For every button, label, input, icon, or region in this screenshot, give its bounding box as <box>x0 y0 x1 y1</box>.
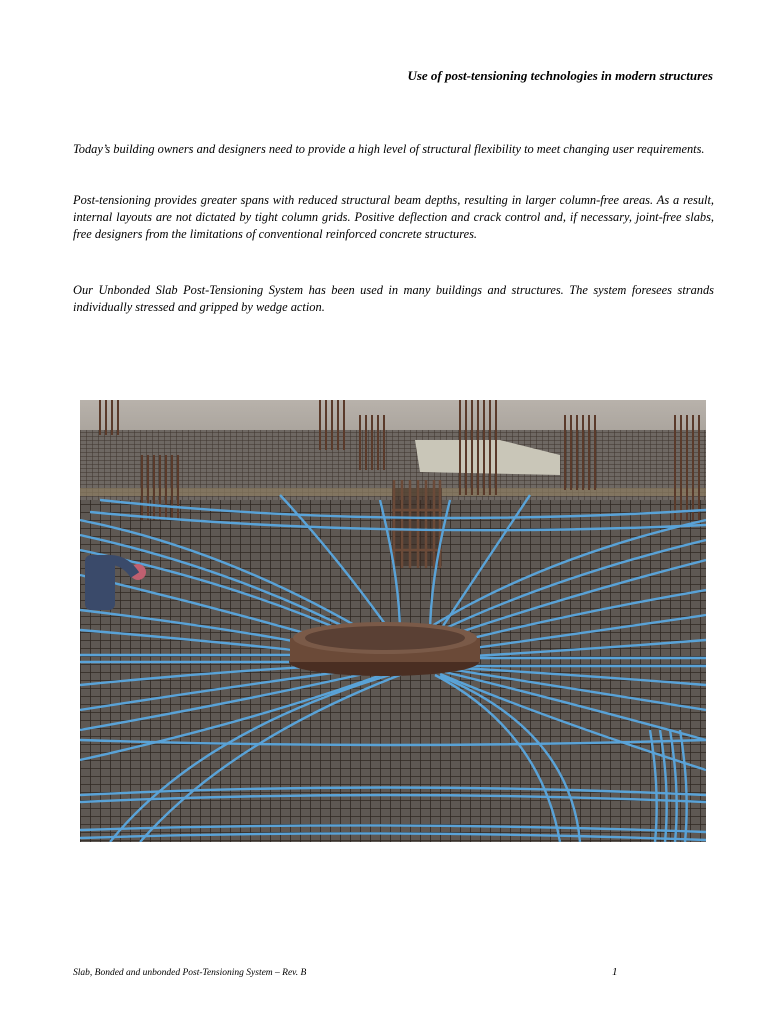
footer-text: Slab, Bonded and unbonded Post-Tensioning System – Rev. B <box>73 968 307 978</box>
post-tensioning-slab-image <box>80 400 706 842</box>
page-title: Use of post-tensioning technologies in modern structures <box>407 68 713 83</box>
paragraph-system: Our Unbonded Slab Post-Tensioning System has been used in many buildings and structures. The system foresees strands individually stressed and gripped by wedge action. <box>73 283 714 314</box>
paragraph-benefits: Post-tensioning provides greater spans with reduced structural beam depths, resulting in larger column-free areas. As a result, internal layouts are not dictated by tight column grids. Positive deflection and crack control and, if necessary, joint-free slabs, free designers from the limitations of conventional reinforced concrete structures. <box>73 193 714 241</box>
construction-photo <box>80 400 706 842</box>
paragraph-intro: Today’s building owners and designers need to provide a high level of structural flexibility to meet changing user requirements. <box>73 142 705 156</box>
page-number: 1 <box>612 966 618 978</box>
